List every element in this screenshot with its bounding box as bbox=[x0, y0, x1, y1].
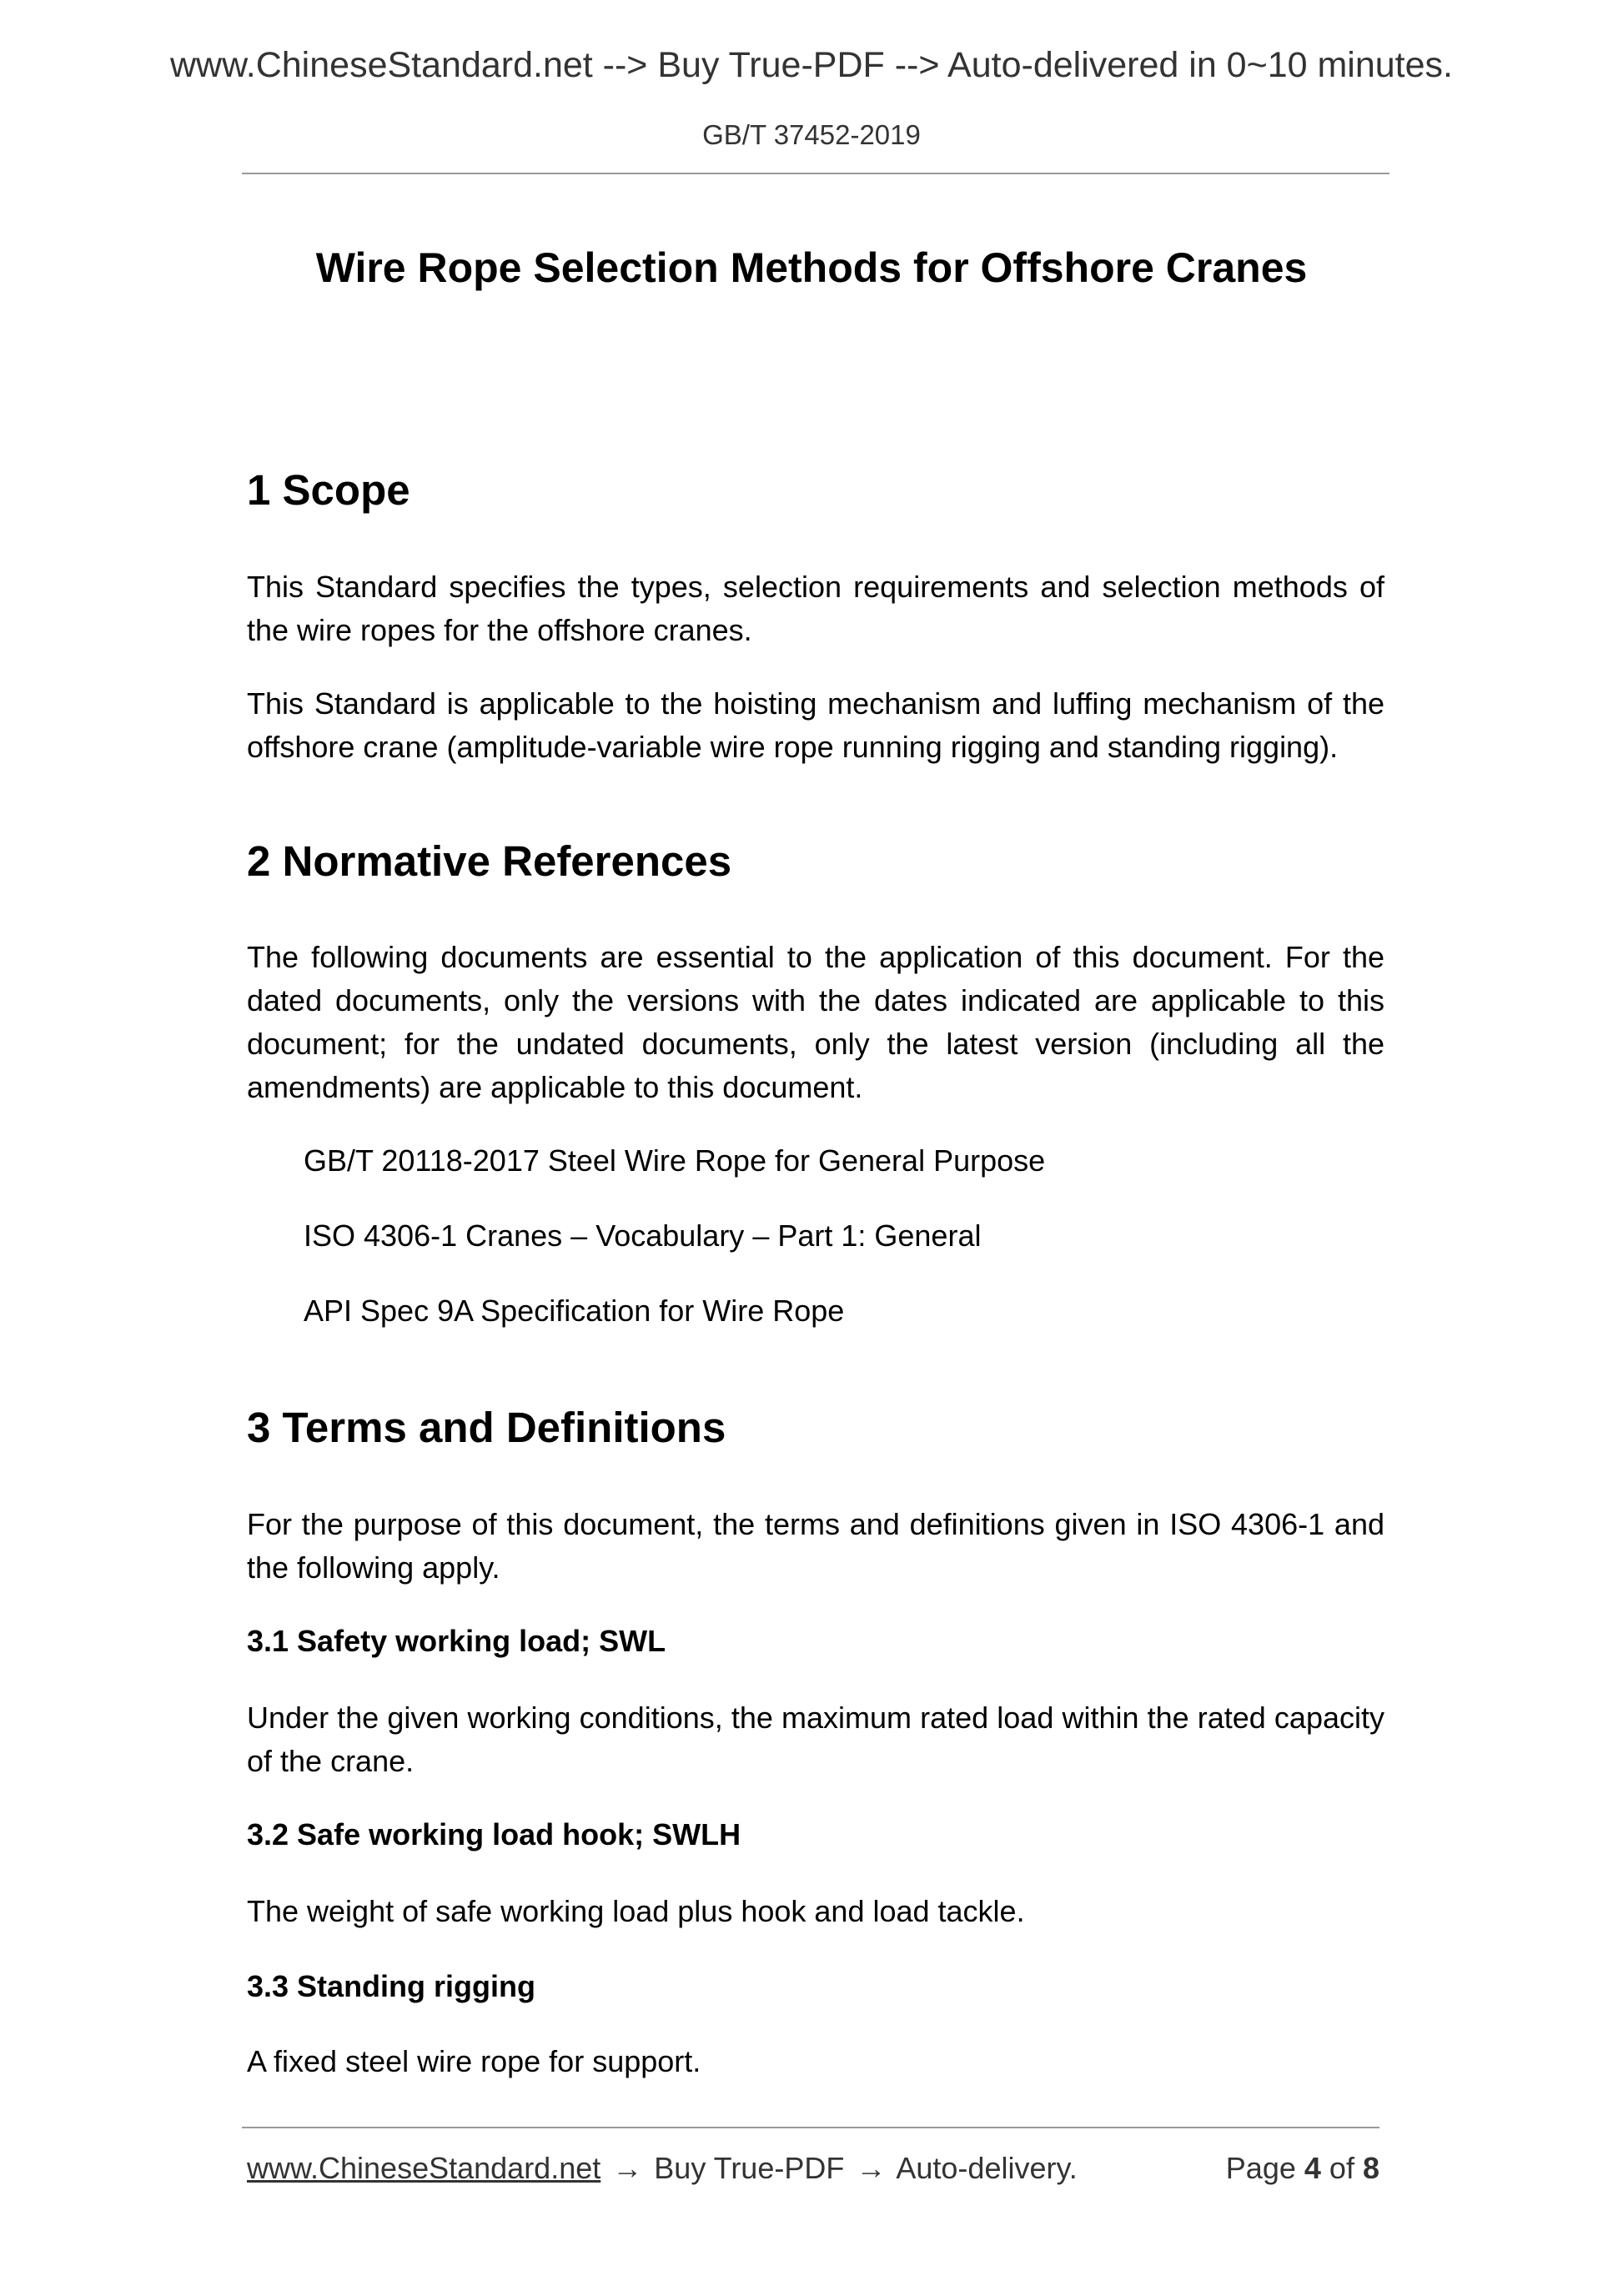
term-heading-swlh: 3.2 Safe working load hook; SWLH bbox=[247, 1817, 741, 1851]
text-line: amendments) are applicable to this document. bbox=[247, 1070, 863, 1104]
section-heading-scope: 1 Scope bbox=[247, 466, 410, 514]
arrow-right-icon: → bbox=[856, 2151, 887, 2185]
term-heading-standing-rigging: 3.3 Standing rigging bbox=[247, 1969, 536, 2003]
term-heading-swl: 3.1 Safety working load; SWL bbox=[247, 1624, 666, 1658]
footer-site-link[interactable]: www.ChineseStandard.net bbox=[247, 2151, 601, 2185]
text-line: For the purpose of this document, the terms and definitions given in ISO 4306-1 and bbox=[247, 1507, 1384, 1541]
footer-promo bbox=[247, 2148, 1078, 2188]
section-heading-normative-references: 2 Normative References bbox=[247, 837, 732, 885]
section-heading-terms-and-definitions: 3 Terms and Definitions bbox=[247, 1404, 726, 1451]
text-line: This Standard is applicable to the hoisting mechanism and luffing mechanism of the bbox=[247, 686, 1384, 721]
text-line: the following apply. bbox=[247, 1550, 500, 1585]
text-line: document; for the undated documents, only the latest version (including all the bbox=[247, 1027, 1384, 1061]
normative-paragraph-1 bbox=[247, 936, 1384, 1109]
page-indicator bbox=[1201, 2148, 1379, 2188]
footer-delivery-text: Auto-delivery. bbox=[896, 2151, 1078, 2185]
term-definition-standing-rigging bbox=[247, 2040, 1384, 2083]
term-definition-swl bbox=[247, 1696, 1384, 1783]
header-divider bbox=[242, 173, 1389, 174]
scope-paragraph-2 bbox=[247, 682, 1384, 769]
reference-item: GB/T 20118-2017 Steel Wire Rope for General Purpose bbox=[304, 1143, 1046, 1178]
text-line: Under the given working conditions, the maximum rated load within the rated capacity bbox=[247, 1701, 1384, 1735]
page-current: 4 bbox=[1304, 2151, 1321, 2185]
footer-divider bbox=[242, 2127, 1379, 2128]
footer-buy-text: Buy True-PDF bbox=[654, 2151, 845, 2185]
arrow-right-icon: → bbox=[612, 2151, 643, 2185]
reference-item: ISO 4306-1 Cranes – Vocabulary – Part 1: General bbox=[304, 1218, 982, 1253]
text-line: of the crane. bbox=[247, 1744, 415, 1778]
text-line: dated documents, only the versions with the dates indicated are applicable to this bbox=[247, 983, 1384, 1017]
page-of-label: of bbox=[1329, 2151, 1354, 2185]
text-line: A fixed steel wire rope for support. bbox=[247, 2044, 701, 2078]
text-line: offshore crane (amplitude-variable wire rope running rigging and standing rigging). bbox=[247, 730, 1339, 764]
text-line: This Standard specifies the types, selection requirements and selection methods of bbox=[247, 570, 1384, 604]
scope-paragraph-1 bbox=[247, 565, 1384, 652]
standard-code-header: GB/T 37452-2019 bbox=[702, 119, 921, 150]
term-definition-swlh bbox=[247, 1890, 1384, 1933]
page-total: 8 bbox=[1362, 2151, 1379, 2185]
text-line: The weight of safe working load plus hook and load tackle. bbox=[247, 1894, 1025, 1928]
page-label: Page bbox=[1225, 2151, 1296, 2185]
document-title: Wire Rope Selection Methods for Offshore Cranes bbox=[315, 244, 1308, 291]
terms-paragraph-1 bbox=[247, 1503, 1384, 1590]
reference-item: API Spec 9A Specification for Wire Rope bbox=[304, 1294, 845, 1328]
text-line: the wire ropes for the offshore cranes. bbox=[247, 613, 752, 647]
promo-banner: www.ChineseStandard.net --> Buy True-PDF --> Auto-delivered in 0~10 minutes. bbox=[169, 45, 1453, 85]
text-line: The following documents are essential to the application of this document. For the bbox=[247, 940, 1384, 974]
